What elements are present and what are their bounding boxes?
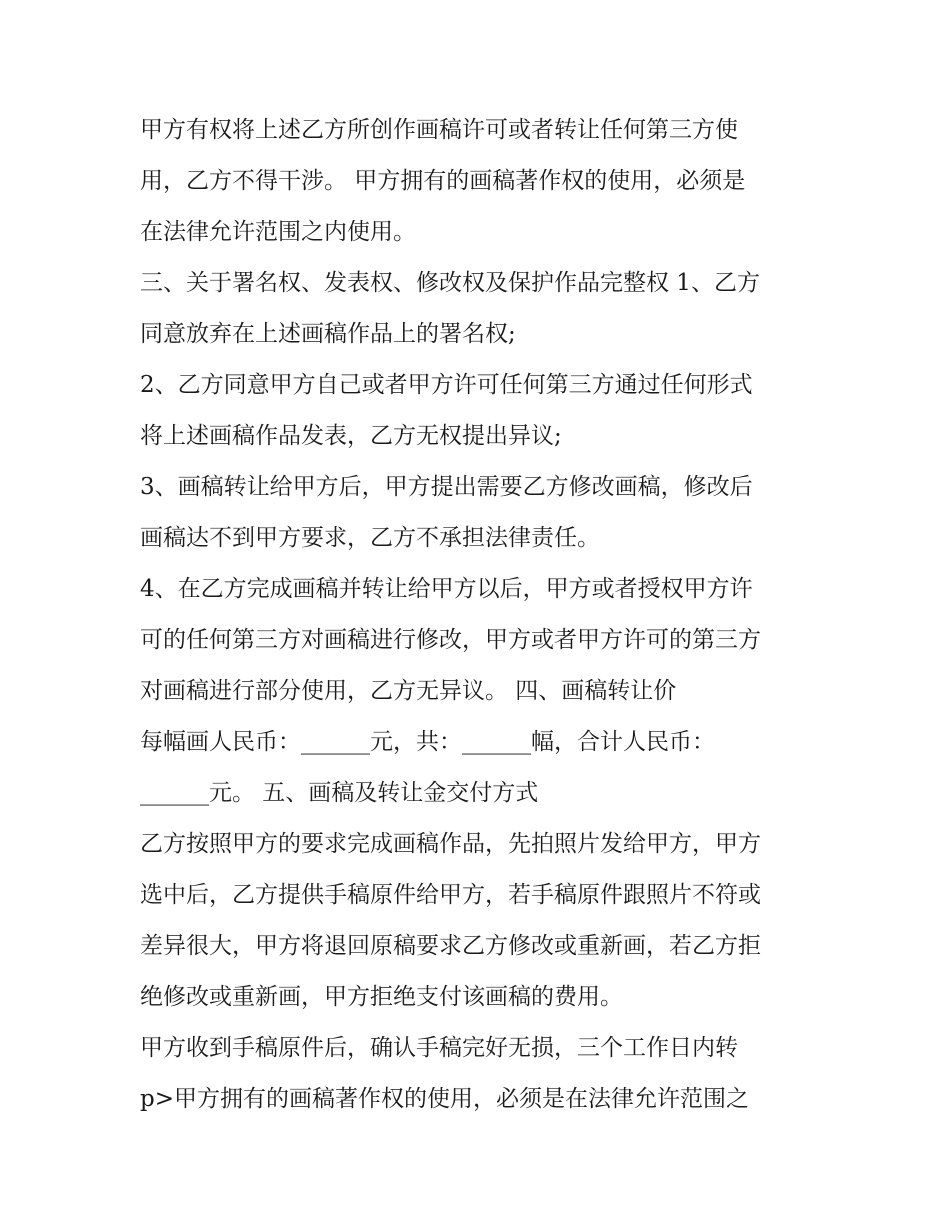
text-line: p>甲方拥有的画稿著作权的使用，必须是在法律允许范围之 <box>140 1086 749 1112</box>
text-line: 同意放弃在上述画稿作品上的署名权; <box>140 321 516 347</box>
contract-text <box>140 105 830 1125</box>
clause-4-line: 4、在乙方完成画稿并转让给甲方以后，甲方或者授权甲方许 <box>140 576 753 602</box>
text-line: 乙方按照甲方的要求完成画稿作品，先拍照片发给甲方，甲方 <box>140 831 761 857</box>
price-line: 每幅画人民币：______元，共：______幅，合计人民币： <box>140 729 715 755</box>
text-line: 用，乙方不得干涉。 甲方拥有的画稿著作权的使用，必须是 <box>140 168 746 194</box>
text-line: 甲方收到手稿原件后，确认手稿完好无损，三个工作日内转 <box>140 1035 738 1061</box>
text-line: 画稿达不到甲方要求，乙方不承担法律责任。 <box>140 525 600 551</box>
text-line: 甲方有权将上述乙方所创作画稿许可或者转让任何第三方使 <box>140 117 738 143</box>
text-line: 将上述画稿作品发表，乙方无权提出异议; <box>140 423 562 449</box>
text-line: 在法律允许范围之内使用。 <box>140 219 416 245</box>
text-line: 选中后，乙方提供手稿原件给甲方，若手稿原件跟照片不符或 <box>140 882 761 908</box>
text-line: 差异很大，甲方将退回原稿要求乙方修改或重新画，若乙方拒 <box>140 933 761 959</box>
section-three-heading-line: 三、关于署名权、发表权、修改权及保护作品完整权 1、乙方 <box>140 270 760 296</box>
clause-2-line: 2、乙方同意甲方自己或者甲方许可任何第三方通过任何形式 <box>140 372 753 398</box>
text-line: 绝修改或重新画，甲方拒绝支付该画稿的费用。 <box>140 984 623 1010</box>
section-five-heading-line: ______元。 五、画稿及转让金交付方式 <box>140 780 539 806</box>
section-four-heading-line: 对画稿进行部分使用，乙方无异议。 四、画稿转让价 <box>140 678 677 704</box>
text-line: 可的任何第三方对画稿进行修改，甲方或者甲方许可的第三方 <box>140 627 761 653</box>
clause-3-line: 3、画稿转让给甲方后，甲方提出需要乙方修改画稿，修改后 <box>140 474 753 500</box>
